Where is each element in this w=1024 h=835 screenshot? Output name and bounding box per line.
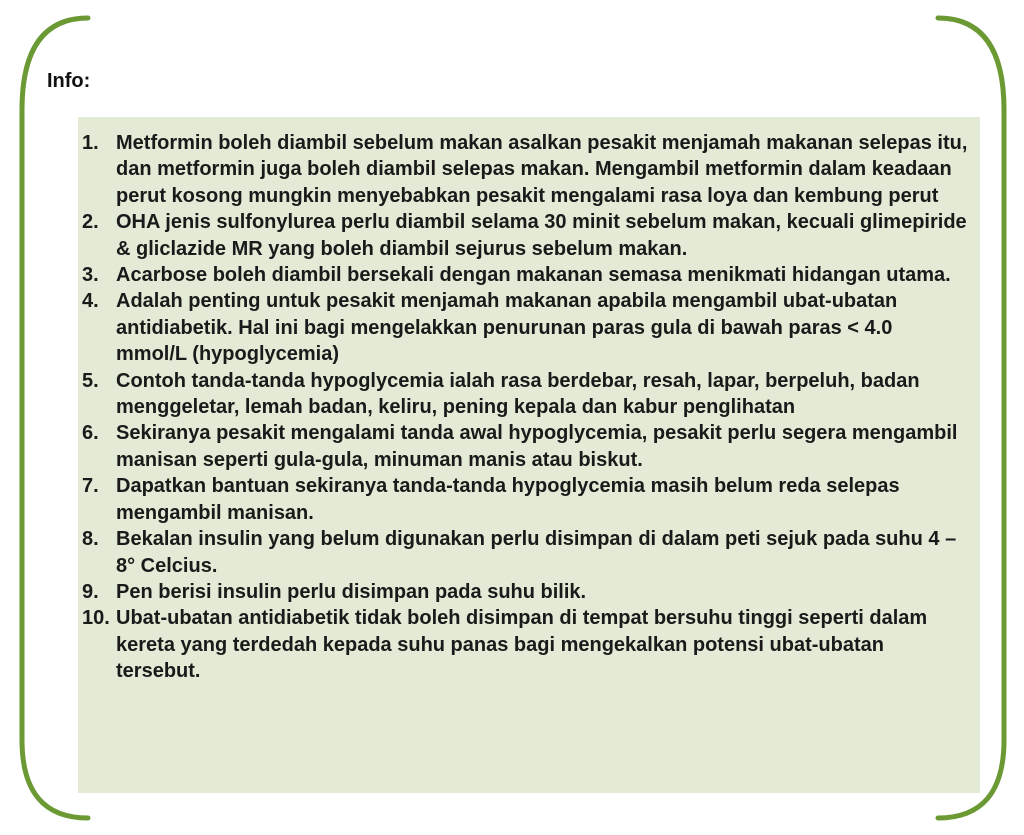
item-number: 10. (82, 607, 110, 630)
list-item (78, 420, 968, 473)
list-item (78, 526, 968, 579)
list-item (78, 368, 968, 421)
item-number: 8. (82, 528, 99, 551)
item-text: Sekiranya pesakit mengalami tanda awal hypoglycemia, pesakit perlu segera mengambil manisan seperti gula-gula, minuman manis atau biskut. (116, 422, 958, 471)
item-number: 5. (82, 369, 99, 392)
item-number: 9. (82, 580, 99, 603)
item-number: 6. (82, 422, 99, 445)
info-panel (78, 117, 980, 793)
item-text: Bekalan insulin yang belum digunakan perlu disimpan di dalam peti sejuk pada suhu 4 – 8° Celcius. (116, 528, 957, 577)
item-number: 7. (82, 475, 99, 498)
item-number: 4. (82, 290, 99, 313)
list-item (78, 209, 968, 262)
list-item (78, 130, 968, 209)
list-item (78, 262, 968, 288)
list-item (78, 288, 968, 367)
item-text: Ubat-ubatan antidiabetik tidak boleh disimpan di tempat bersuhu tinggi seperti dalam kereta yang terdedah kepada suhu panas bagi mengekalkan potensi ubat-ubatan tersebut. (116, 607, 928, 683)
item-text: OHA jenis sulfonylurea perlu diambil selama 30 minit sebelum makan, kecuali glimepiride & gliclazide MR yang boleh diambil sejurus sebelum makan. (116, 211, 967, 260)
item-text: Acarbose boleh diambil bersekali dengan makanan semasa menikmati hidangan utama. (116, 264, 951, 287)
list-item (78, 473, 968, 526)
item-text: Contoh tanda-tanda hypoglycemia ialah rasa berdebar, resah, lapar, berpeluh, badan menggeletar, lemah badan, keliru, pening kepala dan kabur penglihatan (116, 369, 920, 419)
item-number: 2. (82, 211, 99, 234)
item-text: Adalah penting untuk pesakit menjamah makanan apabila mengambil ubat-ubatan antidiabetik. Hal ini bagi mengelakkan penurunan paras gula di bawah paras < 4.0 mmol/L (hypoglycemia) (116, 290, 898, 366)
list-item (78, 605, 968, 684)
item-text: Dapatkan bantuan sekiranya tanda-tanda hypoglycemia masih belum reda selepas mengambil manisan. (116, 475, 900, 524)
item-text: Metformin boleh diambil sebelum makan asalkan pesakit menjamah makanan selepas itu, dan metformin juga boleh diambil selepas makan. Mengambil metformin dalam keadaan perut kosong mungkin menyebabkan pesakit mengalami rasa loya dan kembung perut (116, 132, 968, 207)
item-text: Pen berisi insulin perlu disimpan pada suhu bilik. (116, 580, 587, 603)
item-number: 1. (82, 132, 99, 154)
item-number: 3. (82, 264, 99, 287)
info-heading: Info: (47, 70, 91, 92)
list-item (78, 579, 968, 605)
info-list (78, 130, 968, 685)
